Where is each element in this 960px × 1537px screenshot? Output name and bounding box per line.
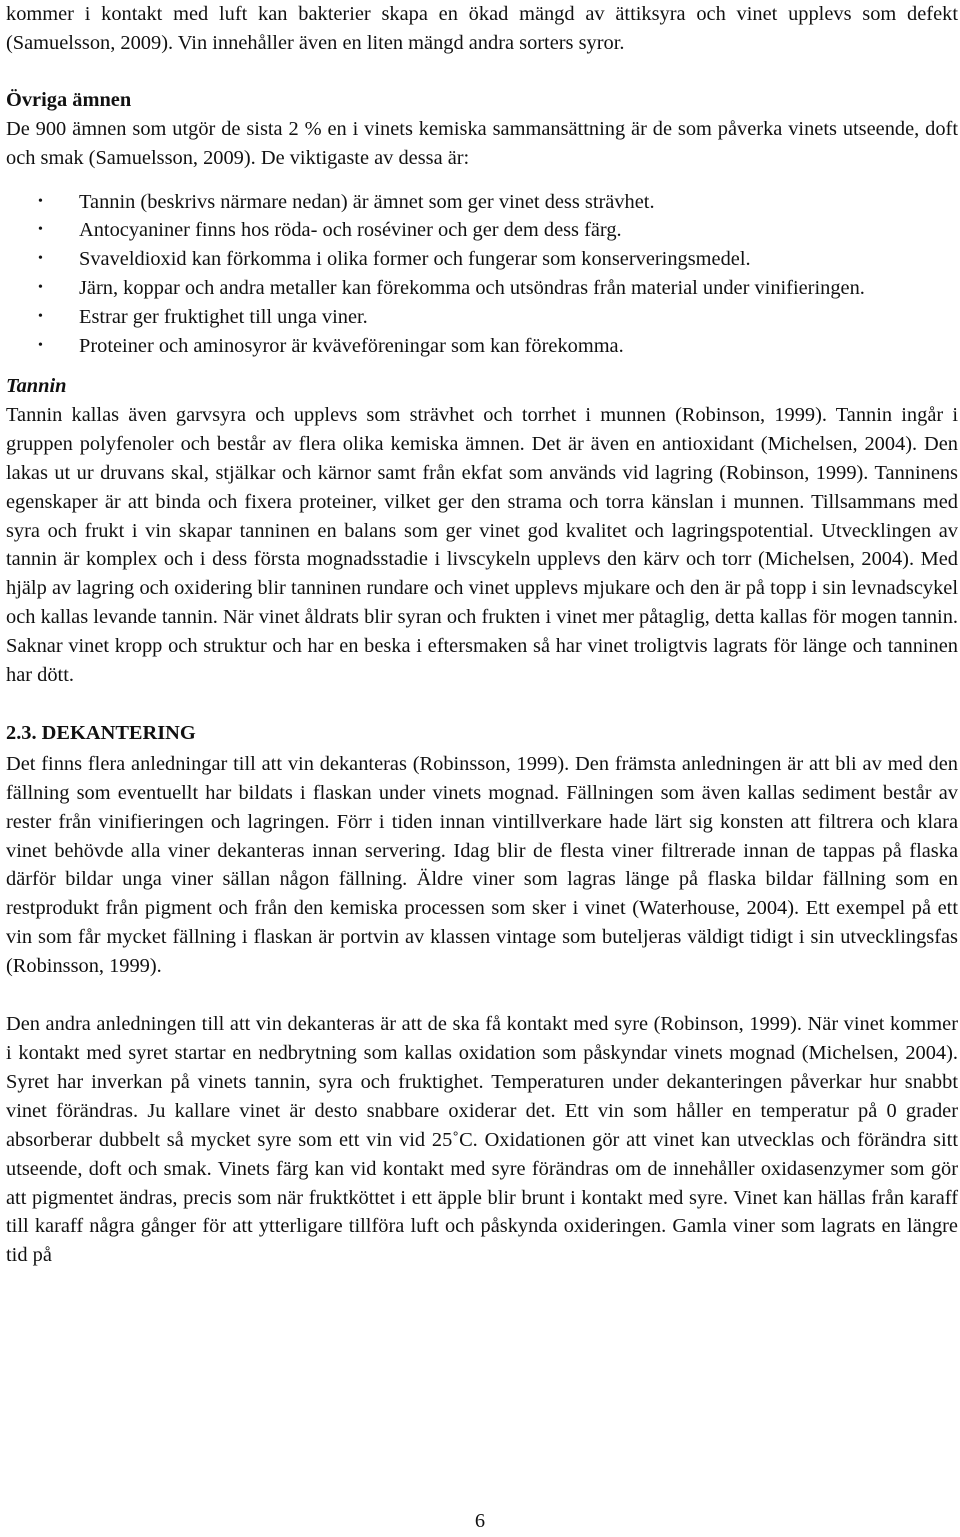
- bullet-icon: •: [38, 251, 43, 267]
- list-item-text: Proteiner och aminosyror är kväveföreningar som kan förekomma.: [79, 335, 624, 358]
- list-item-text: Tannin (beskrivs närmare nedan) är ämnet som ger vinet dess strävhet.: [79, 190, 655, 213]
- list-item: [6, 188, 958, 217]
- list-item: [6, 303, 958, 332]
- substance-list: [6, 188, 958, 361]
- list-item-text: Järn, koppar och andra metaller kan förekomma och utsöndras från material under vinifieringen.: [79, 277, 865, 300]
- list-item-text: Estrar ger fruktighet till unga viner.: [79, 306, 368, 329]
- list-item-text: Svaveldioxid kan förkomma i olika former och fungerar som konserveringsmedel.: [79, 248, 751, 271]
- list-item: [6, 332, 958, 361]
- decanting-paragraph-2: Den andra anledningen till att vin dekanteras är att de ska få kontakt med syre (Robinson, 1999). När vinet kommer i kontakt med syret startar en nedbrytning som kallas oxidation som påskyndar vinets mognad (Michelsen, 2004). Syret har inverkan på vinets tannin, syra och fruktighet. Temperaturen under dekanteringen påverkar hur snabbt vinet förändras. Ju kallare vinet är desto snabbare oxiderar det. Ett vin som håller en temperatur på 0 grader absorberar dubbelt så mycket syre som ett vin vid 25˚C. Oxidationen gör att vinet kan utvecklas och förändra sitt utseende, doft och smak. Vinets färg kan vid kontakt med syre förändras om de innehåller oxidasenzymer som gör att pigmentet ändras, precis som när fruktköttet i ett äpple blir brunt i kontakt med syre. Vinet kan hällas från karaff till karaff några gånger för att ytterligare tillföra luft och påskynda oxideringen. Gamla viner som lagrats en längre tid på: [6, 1013, 958, 1267]
- list-item: [6, 274, 958, 303]
- list-item: [6, 216, 958, 245]
- intro-paragraph: kommer i kontakt med luft kan bakterier skapa en ökad mängd av ättiksyra och vinet upplevs som defekt (Samuelsson, 2009). Vin innehåller även en liten mängd andra sorters syror.: [6, 3, 958, 54]
- decanting-paragraph-1: Det finns flera anledningar till att vin dekanteras (Robinsson, 1999). Den främsta anledningen är att bli av med den fällning som eventuellt har bildats i flaskan under vinets mognad. Fällningen som även kallas sediment består av rester från vinifieringen och lagringen. Förr i tiden innan vintillverkare hade lärt sig konsten att filtrera och klara vinet behövde alla viner dekanteras innan servering. Idag blir de flesta viner filtrerade innan de tappas på flaska därför bildar unga viner sällan någon fällning. Äldre viner som lagras länge på flaska bildar fällning som en restprodukt från pigment och från den kemiska processen som sker i vinet (Waterhouse, 2004). Ett exempel på ett vin som får mycket fällning i flaskan är portvin av klassen vintage som buteljeras väldigt tidigt i sin utvecklingsfas (Robinsson, 1999).: [6, 752, 958, 978]
- document-page: [6, 0, 958, 1270]
- other-substances-paragraph: De 900 ämnen som utgör de sista 2 % en i vinets kemiska sammansättning är de som påverka vinets utseende, doft och smak (Samuelsson, 2009). De viktigaste av dessa är:: [6, 117, 958, 169]
- bullet-icon: •: [38, 222, 43, 238]
- tannin-paragraph: Tannin kallas även garvsyra och upplevs som strävhet och torrhet i munnen (Robinson, 1999). Tannin ingår i gruppen polyfenoler och består av flera olika kemiska ämnen. Det är även en antioxidant (Michelsen, 2004). Den lakas ut ur druvans skal, stjälkar och kärnor samt från ekfat som används vid lagring (Robinson, 1999). Tanninens egenskaper är att binda och fixera proteiner, vilket ger den strama och torra känslan i munnen. Tillsammans med syra och frukt i vin skapar tanninen en balans som ger vinet god kvalitet och lagringspotential. Utvecklingen av tannin är komplex och i dess första mognadsstadie i livscykeln upplevs den kärv och torr (Michelsen, 2004). Med hjälp av lagring och oxidering blir tanninen rundare och vinet upplevs mjukare och den är på topp i sin levnadscykel och kallas levande tannin. När vinet åldrats blir syran och frukten i vinet mer påtaglig, detta kallas för mogen tannin. Saknar vinet kropp och struktur och har en beska i eftersmaken så har vinet troligtvis lagrats för länge och tanninen har dött.: [6, 403, 958, 687]
- bullet-icon: •: [38, 309, 43, 325]
- section-heading-decanting: 2.3. DEKANTERING: [6, 721, 196, 744]
- heading-other-substances: Övriga ämnen: [6, 88, 132, 111]
- bullet-icon: •: [38, 193, 43, 209]
- bullet-icon: •: [38, 280, 43, 296]
- bullet-icon: •: [38, 338, 43, 354]
- page-number: 6: [474, 1510, 486, 1532]
- heading-tannin: Tannin: [6, 374, 67, 397]
- list-item: [6, 245, 958, 274]
- list-item-text: Antocyaniner finns hos röda- och roséviner och ger dem dess färg.: [79, 219, 622, 242]
